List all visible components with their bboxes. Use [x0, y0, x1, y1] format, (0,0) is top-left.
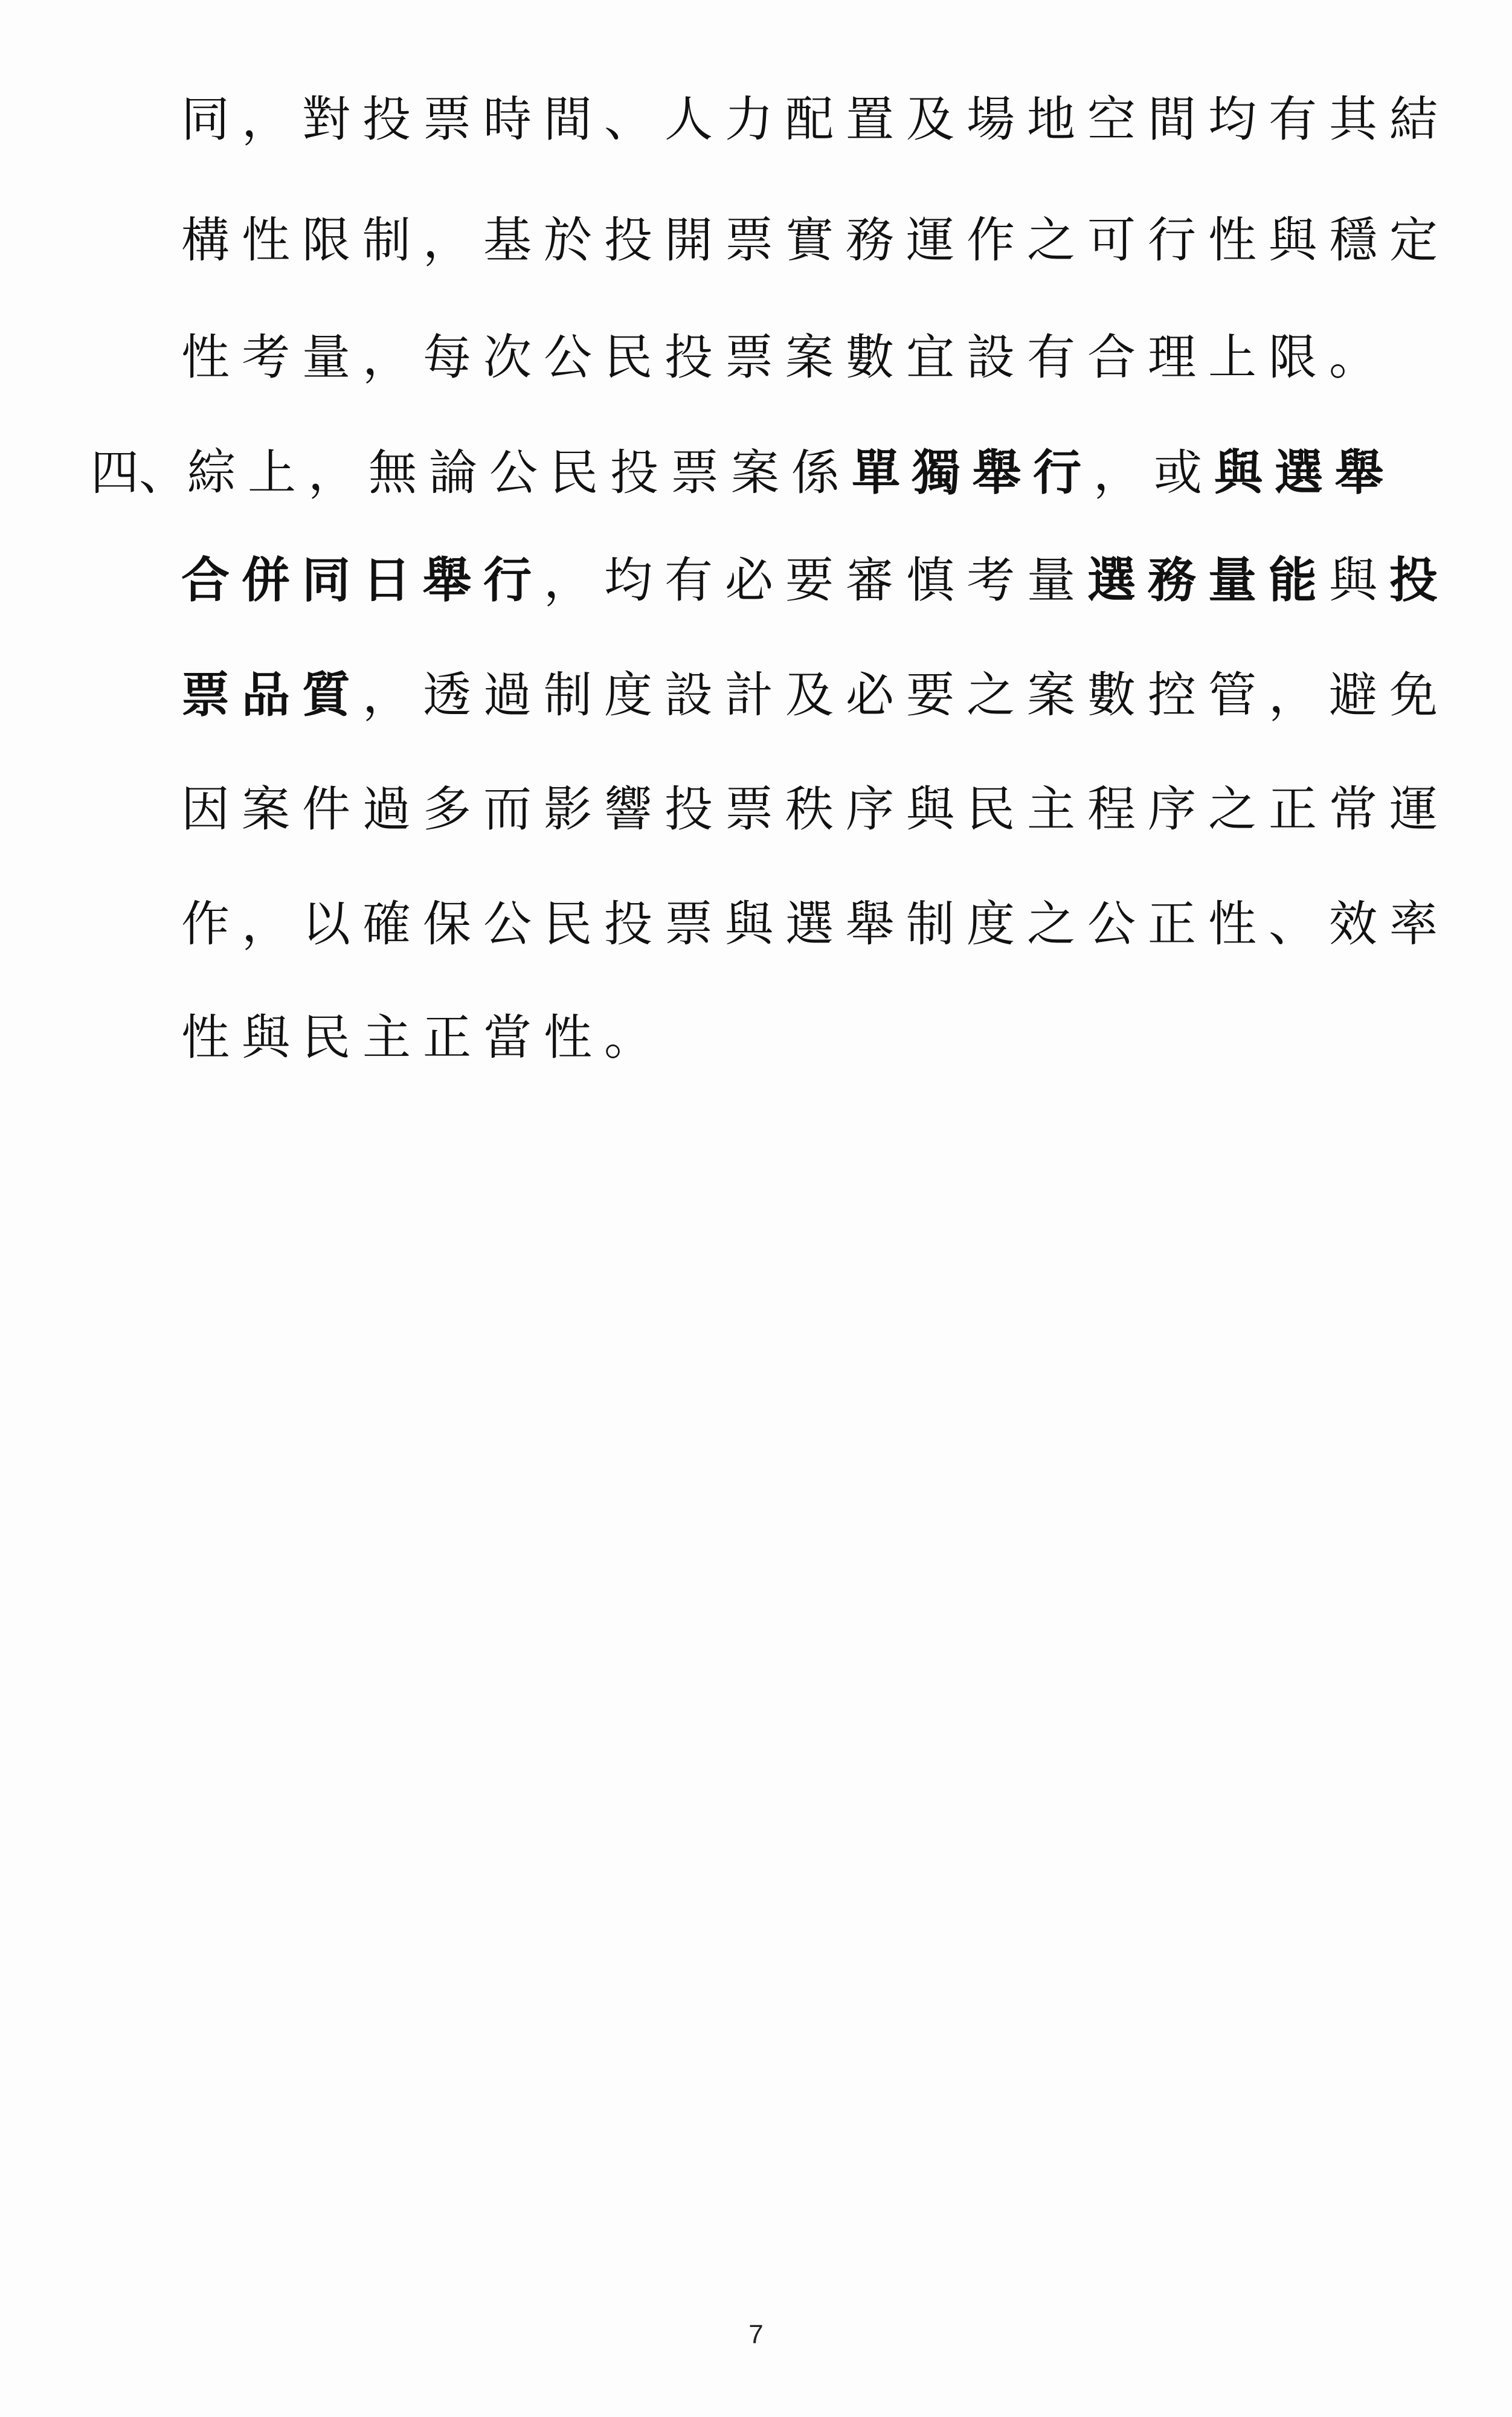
section-marker: 四、: [91, 445, 187, 501]
line-4-bold-b: 與選舉: [1214, 444, 1395, 501]
line-8-text: 作，以確保公民投票與選舉制度之公正性、效率: [181, 896, 1450, 952]
line-5-text-a: ，均有必要審慎考量: [544, 552, 1087, 608]
line-5-bold-a: 合併同日舉行: [181, 552, 544, 608]
line-5-text-b: 與: [1329, 552, 1389, 608]
paragraph-line-9: [181, 1009, 664, 1066]
line-4-text-a: 綜上，無論公民投票案係: [187, 445, 852, 501]
line-6-bold-a: 票品質: [181, 666, 362, 723]
paragraph-line-5: [181, 552, 1450, 608]
section-four-first-line: [91, 444, 1395, 501]
paragraph-line-3: [181, 329, 1389, 385]
line-7-text: 因案件過多而影響投票秩序與民主程序之正常運: [181, 781, 1450, 837]
line-2-text: 構性限制，基於投開票實務運作之可行性與穩定: [181, 212, 1450, 268]
paragraph-line-1: [181, 91, 1450, 147]
line-3-text: 性考量，每次公民投票案數宜設有合理上限。: [181, 329, 1389, 385]
paragraph-line-7: [181, 781, 1450, 837]
line-1-text: 同，對投票時間、人力配置及場地空間均有其結: [181, 91, 1450, 147]
paragraph-line-6: [181, 666, 1450, 723]
page-number: 7: [748, 2320, 764, 2349]
paragraph-line-8: [181, 896, 1450, 952]
line-9-text: 性與民主正當性。: [181, 1009, 664, 1066]
line-5-bold-c: 投: [1389, 552, 1450, 608]
line-5-bold-b: 選務量能: [1087, 552, 1329, 608]
paragraph-line-2: [181, 212, 1450, 268]
line-4-bold-a: 單獨舉行: [852, 444, 1093, 501]
line-6-text-a: ，透過制度設計及必要之案數控管，避免: [362, 667, 1450, 723]
line-4-text-b: ，或: [1093, 445, 1214, 501]
